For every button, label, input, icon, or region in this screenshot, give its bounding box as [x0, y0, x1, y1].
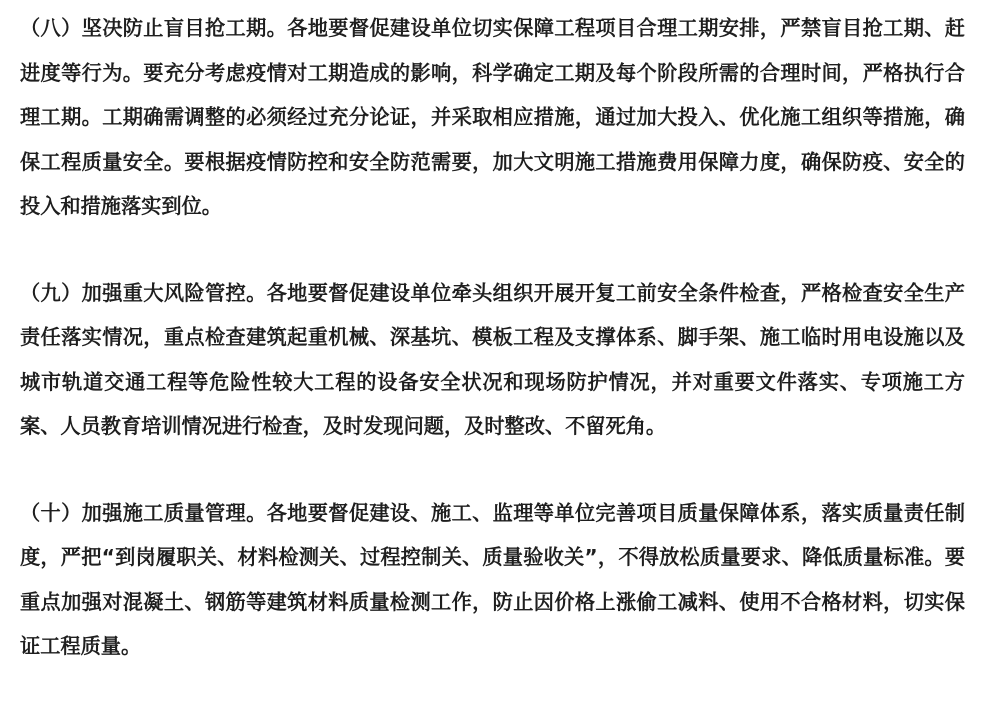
paragraph-10: （十）加强施工质量管理。各地要督促建设、施工、监理等单位完善项目质量保障体系，落实质量责任制度，严把“到岗履职关、材料检测关、过程控制关、质量验收关”，不得放松质量要求、降低质量标准。要重点加强对混凝土、钢筋等建筑材料质量检测工作，防止因价格上涨偷工减料、使用不合格材料，切实保证工程质量。 — [20, 500, 965, 658]
document-body — [20, 6, 965, 669]
paragraph-9: （九）加强重大风险管控。各地要督促建设单位牵头组织开展开复工前安全条件检查，严格检查安全生产责任落实情况，重点检查建筑起重机械、深基坑、模板工程及支撑体系、脚手架、施工临时用电设施以及城市轨道交通工程等危险性较大工程的设备安全状况和现场防护情况，并对重要文件落实、专项施工方案、人员教育培训情况进行检查，及时发现问题，及时整改、不留死角。 — [20, 280, 965, 438]
paragraph-8: （八）坚决防止盲目抢工期。各地要督促建设单位切实保障工程项目合理工期安排，严禁盲目抢工期、赶进度等行为。要充分考虑疫情对工期造成的影响，科学确定工期及每个阶段所需的合理时间，严格执行合理工期。工期确需调整的必须经过充分论证，并采取相应措施，通过加大投入、优化施工组织等措施，确保工程质量安全。要根据疫情防控和安全防范需要，加大文明施工措施费用保障力度，确保防疫、安全的投入和措施落实到位。 — [20, 16, 965, 218]
